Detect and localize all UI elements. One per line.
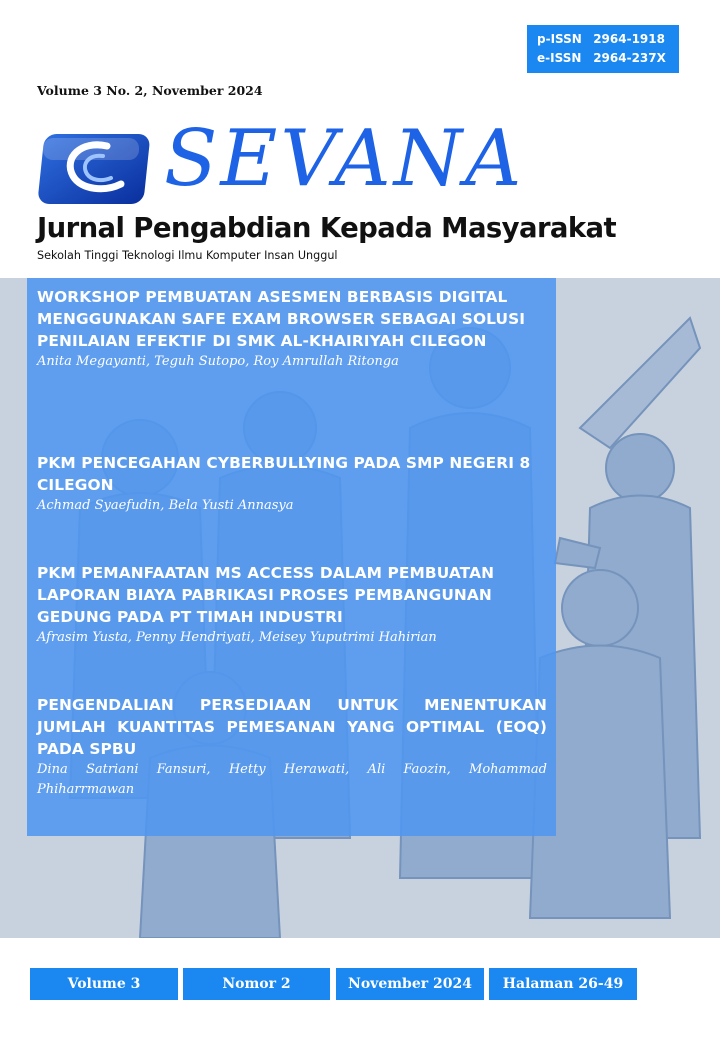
article-title: WORKSHOP PEMBUATAN ASESMEN BERBASIS DIGITAL MENGGUNAKAN SAFE EXAM BROWSER SEBAGAI SOLUSI PENILAIAN EFEKTIF DI SMK AL-KHAIRIYAH CILEGON	[37, 288, 526, 350]
article-authors: Dina Satriani Fansuri, Hetty Herawati, Ali Faozin, Mohammad Phiharrmawan	[37, 762, 547, 797]
footer-pages: Halaman 26-49	[489, 968, 637, 1000]
journal-title: SEVANA	[164, 114, 525, 204]
article-authors: Anita Megayanti, Teguh Sutopo, Roy Amrullah Ritonga	[37, 354, 399, 369]
journal-logo-icon	[33, 130, 151, 210]
issn-print-row	[537, 30, 679, 49]
issn-electronic-value: 2964-237X	[593, 51, 666, 65]
journal-subtitle: Jurnal Pengabdian Kepada Masyarakat	[37, 212, 617, 244]
issn-print-label: p-ISSN	[537, 32, 582, 46]
article-title: PKM PEMANFAATAN MS ACCESS DALAM PEMBUATAN LAPORAN BIAYA PABRIKASI PROSES PEMBANGUNAN GEDUNG PADA PT TIMAH INDUSTRI	[37, 564, 495, 626]
footer-number: Nomor 2	[183, 968, 330, 1000]
article-title: PKM PENCEGAHAN CYBERBULLYING PADA SMP NEGERI 8 CILEGON	[37, 454, 531, 494]
volume-line: Volume 3 No. 2, November 2024	[37, 83, 263, 98]
article-item	[37, 694, 547, 800]
issn-electronic-label: e-ISSN	[537, 51, 582, 65]
issn-print-value: 2964-1918	[593, 32, 665, 46]
footer-volume: Volume 3	[30, 968, 178, 1000]
article-item	[37, 286, 547, 372]
article-authors: Achmad Syaefudin, Bela Yusti Annasya	[37, 498, 294, 513]
article-authors: Afrasim Yusta, Penny Hendriyati, Meisey Yuputrimi Hahirian	[37, 630, 437, 645]
article-item	[37, 562, 547, 648]
issn-electronic-row	[537, 49, 679, 68]
article-title: PENGENDALIAN PERSEDIAAN UNTUK MENENTUKAN JUMLAH KUANTITAS PEMESANAN YANG OPTIMAL (EOQ) PADA SPBU	[37, 696, 547, 758]
institution-name: Sekolah Tinggi Teknologi Ilmu Komputer Insan Unggul	[37, 249, 338, 262]
issn-box	[527, 25, 679, 73]
article-item	[37, 452, 547, 516]
footer-date: November 2024	[336, 968, 484, 1000]
